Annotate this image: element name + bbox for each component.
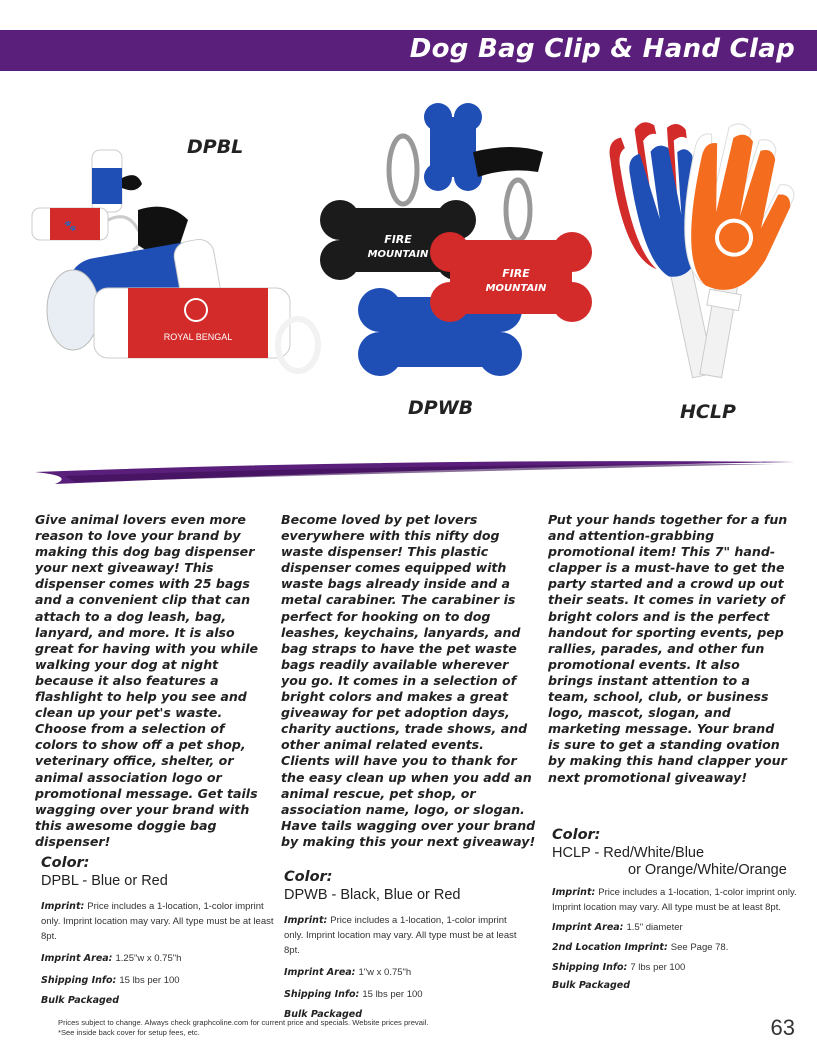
page-title: Dog Bag Clip & Hand Clap xyxy=(409,34,795,64)
dpwb-imprint-label: Imprint: xyxy=(284,915,328,926)
hclp-code-label: HCLP xyxy=(680,401,736,423)
dpwb-imprint-text: Price includes a 1-location, 1-color imprint only. Imprint location may vary. All type must be at least 8pt. xyxy=(284,915,517,956)
dpwb-product-image xyxy=(318,92,603,392)
dpwb-brand-text-2: MOUNTAIN xyxy=(367,249,429,260)
hclp-specs xyxy=(552,827,802,991)
dpbl-specs xyxy=(41,855,277,1006)
dpwb-imprint xyxy=(284,913,524,958)
dpbl-brand-text: ROYAL BENGAL xyxy=(163,332,233,342)
hclp-product-image xyxy=(606,108,806,388)
hclp-imprint-label: Imprint: xyxy=(552,887,596,898)
dpwb-bulk: Bulk Packaged xyxy=(284,1009,363,1020)
footer-note-line2: *See inside back cover for setup fees, etc. xyxy=(58,1027,200,1037)
hclp-second-location xyxy=(552,940,802,955)
footer-note-line1: Prices subject to change. Always check graphcoline.com for current price and specials. Website prices prevail. xyxy=(58,1018,429,1027)
hclp-shipping-value: 7 lbs per 100 xyxy=(630,962,686,973)
hclp-color-value-1: HCLP - Red/White/Blue xyxy=(552,845,705,861)
dpbl-color-heading: Color: xyxy=(41,855,90,871)
dpbl-imprint-label: Imprint: xyxy=(41,901,85,912)
dpwb-imprint-area xyxy=(284,965,524,980)
dpwb-specs xyxy=(284,869,524,1020)
dpwb-shipping-value: 15 lbs per 100 xyxy=(362,989,423,1000)
dpwb-code-label: DPWB xyxy=(408,397,474,419)
dpbl-shipping xyxy=(41,973,277,988)
dpwb-color-value: DPWB - Black, Blue or Red xyxy=(284,887,461,903)
dpwb-red-brand-text-2: MOUNTAIN xyxy=(485,283,547,294)
svg-text:🐾: 🐾 xyxy=(64,221,77,232)
dpbl-imprint-area xyxy=(41,951,277,966)
dpwb-color-heading: Color: xyxy=(284,869,333,885)
dpbl-imprint xyxy=(41,899,277,944)
dpwb-brand-text-1: FIRE xyxy=(384,233,412,246)
page-number: 63 xyxy=(770,1015,795,1040)
hclp-second-location-label: 2nd Location Imprint: xyxy=(552,942,668,953)
hclp-imprint xyxy=(552,885,802,915)
hclp-imprint-area-value: 1.5" diameter xyxy=(626,922,683,933)
divider-swoosh xyxy=(35,458,795,498)
hclp-color-heading: Color: xyxy=(552,827,601,843)
dpwb-red-brand-text-1: FIRE xyxy=(502,267,530,280)
hclp-shipping-label: Shipping Info: xyxy=(552,962,628,973)
dpbl-color-value: DPBL - Blue or Red xyxy=(41,873,168,889)
dpwb-imprint-area-value: 1"w x 0.75"h xyxy=(358,967,412,978)
dpbl-shipping-label: Shipping Info: xyxy=(41,975,117,986)
hclp-shipping xyxy=(552,960,802,975)
dpbl-description: Give animal lovers even more reason to love your brand by making this dog bag dispenser your next giveaway! This dispenser comes with 25 bags and a convenient clip that can attach to a dog leash, bag, lanyard, and more. It is also great for having with you while walking your dog at night because it also features a flashlight to help you see and clean up your pet's waste. Choose from a selection of colors to show off a pet shop, veterinary office, shelter, or animal association logo or promotional message. Get tails wagging over your brand with this awesome doggie bag dispenser! xyxy=(35,512,259,849)
dpbl-shipping-value: 15 lbs per 100 xyxy=(119,975,180,986)
hclp-bulk: Bulk Packaged xyxy=(552,980,631,991)
dpbl-product-image xyxy=(28,140,328,390)
dpbl-imprint-text: Price includes a 1-location, 1-color imprint only. Imprint location may vary. All type must be at least 8pt. xyxy=(41,901,274,942)
hclp-color-value-2: or Orange/White/Orange xyxy=(628,862,787,878)
dpbl-code-label: DPBL xyxy=(187,136,244,158)
dpwb-shipping-label: Shipping Info: xyxy=(284,989,360,1000)
hclp-second-location-value: See Page 78. xyxy=(670,942,729,953)
dpbl-imprint-area-value: 1.25"w x 0.75"h xyxy=(115,953,182,964)
dpbl-bulk: Bulk Packaged xyxy=(41,995,120,1006)
footer-note xyxy=(58,1018,428,1037)
hclp-imprint-area-label: Imprint Area: xyxy=(552,922,624,933)
dpwb-description: Become loved by pet lovers everywhere with this nifty dog waste dispenser! This plastic dispenser comes equipped with waste bags already inside and a metal carabiner. The carabiner is perfect for hooking on to dog leashes, keychains, lanyards, and bag straps to have the pet waste bags readily available wherever you go. It comes in a selection of bright colors and makes a great giveaway for pet adoption days, charity auctions, trade shows, and other animal related events. Clients will have you to thank for the easy clean up when you add an animal rescue, pet shop, or association name, logo, or slogan. Have tails wagging over your brand by making this your next giveaway! xyxy=(281,512,536,849)
dpwb-shipping xyxy=(284,987,524,1002)
hclp-imprint-text: Price includes a 1-location, 1-color imprint only. Imprint location may vary. All type must be at least 8pt. xyxy=(552,887,797,913)
hclp-imprint-area xyxy=(552,920,802,935)
hclp-description: Put your hands together for a fun and attention-grabbing promotional item! This 7" hand-clapper is a must-have to get the party started and a crowd up out their seats. It comes in variety of bright colors and is the perfect handout for sporting events, pep rallies, parades, and other fun promotional events. It also brings instant attention to a team, school, club, or business logo, mascot, slogan, and marketing message. Your brand is sure to get a standing ovation by making this hand clapper your next promotional giveaway! xyxy=(548,512,788,785)
dpbl-imprint-area-label: Imprint Area: xyxy=(41,953,113,964)
dpwb-imprint-area-label: Imprint Area: xyxy=(284,967,356,978)
